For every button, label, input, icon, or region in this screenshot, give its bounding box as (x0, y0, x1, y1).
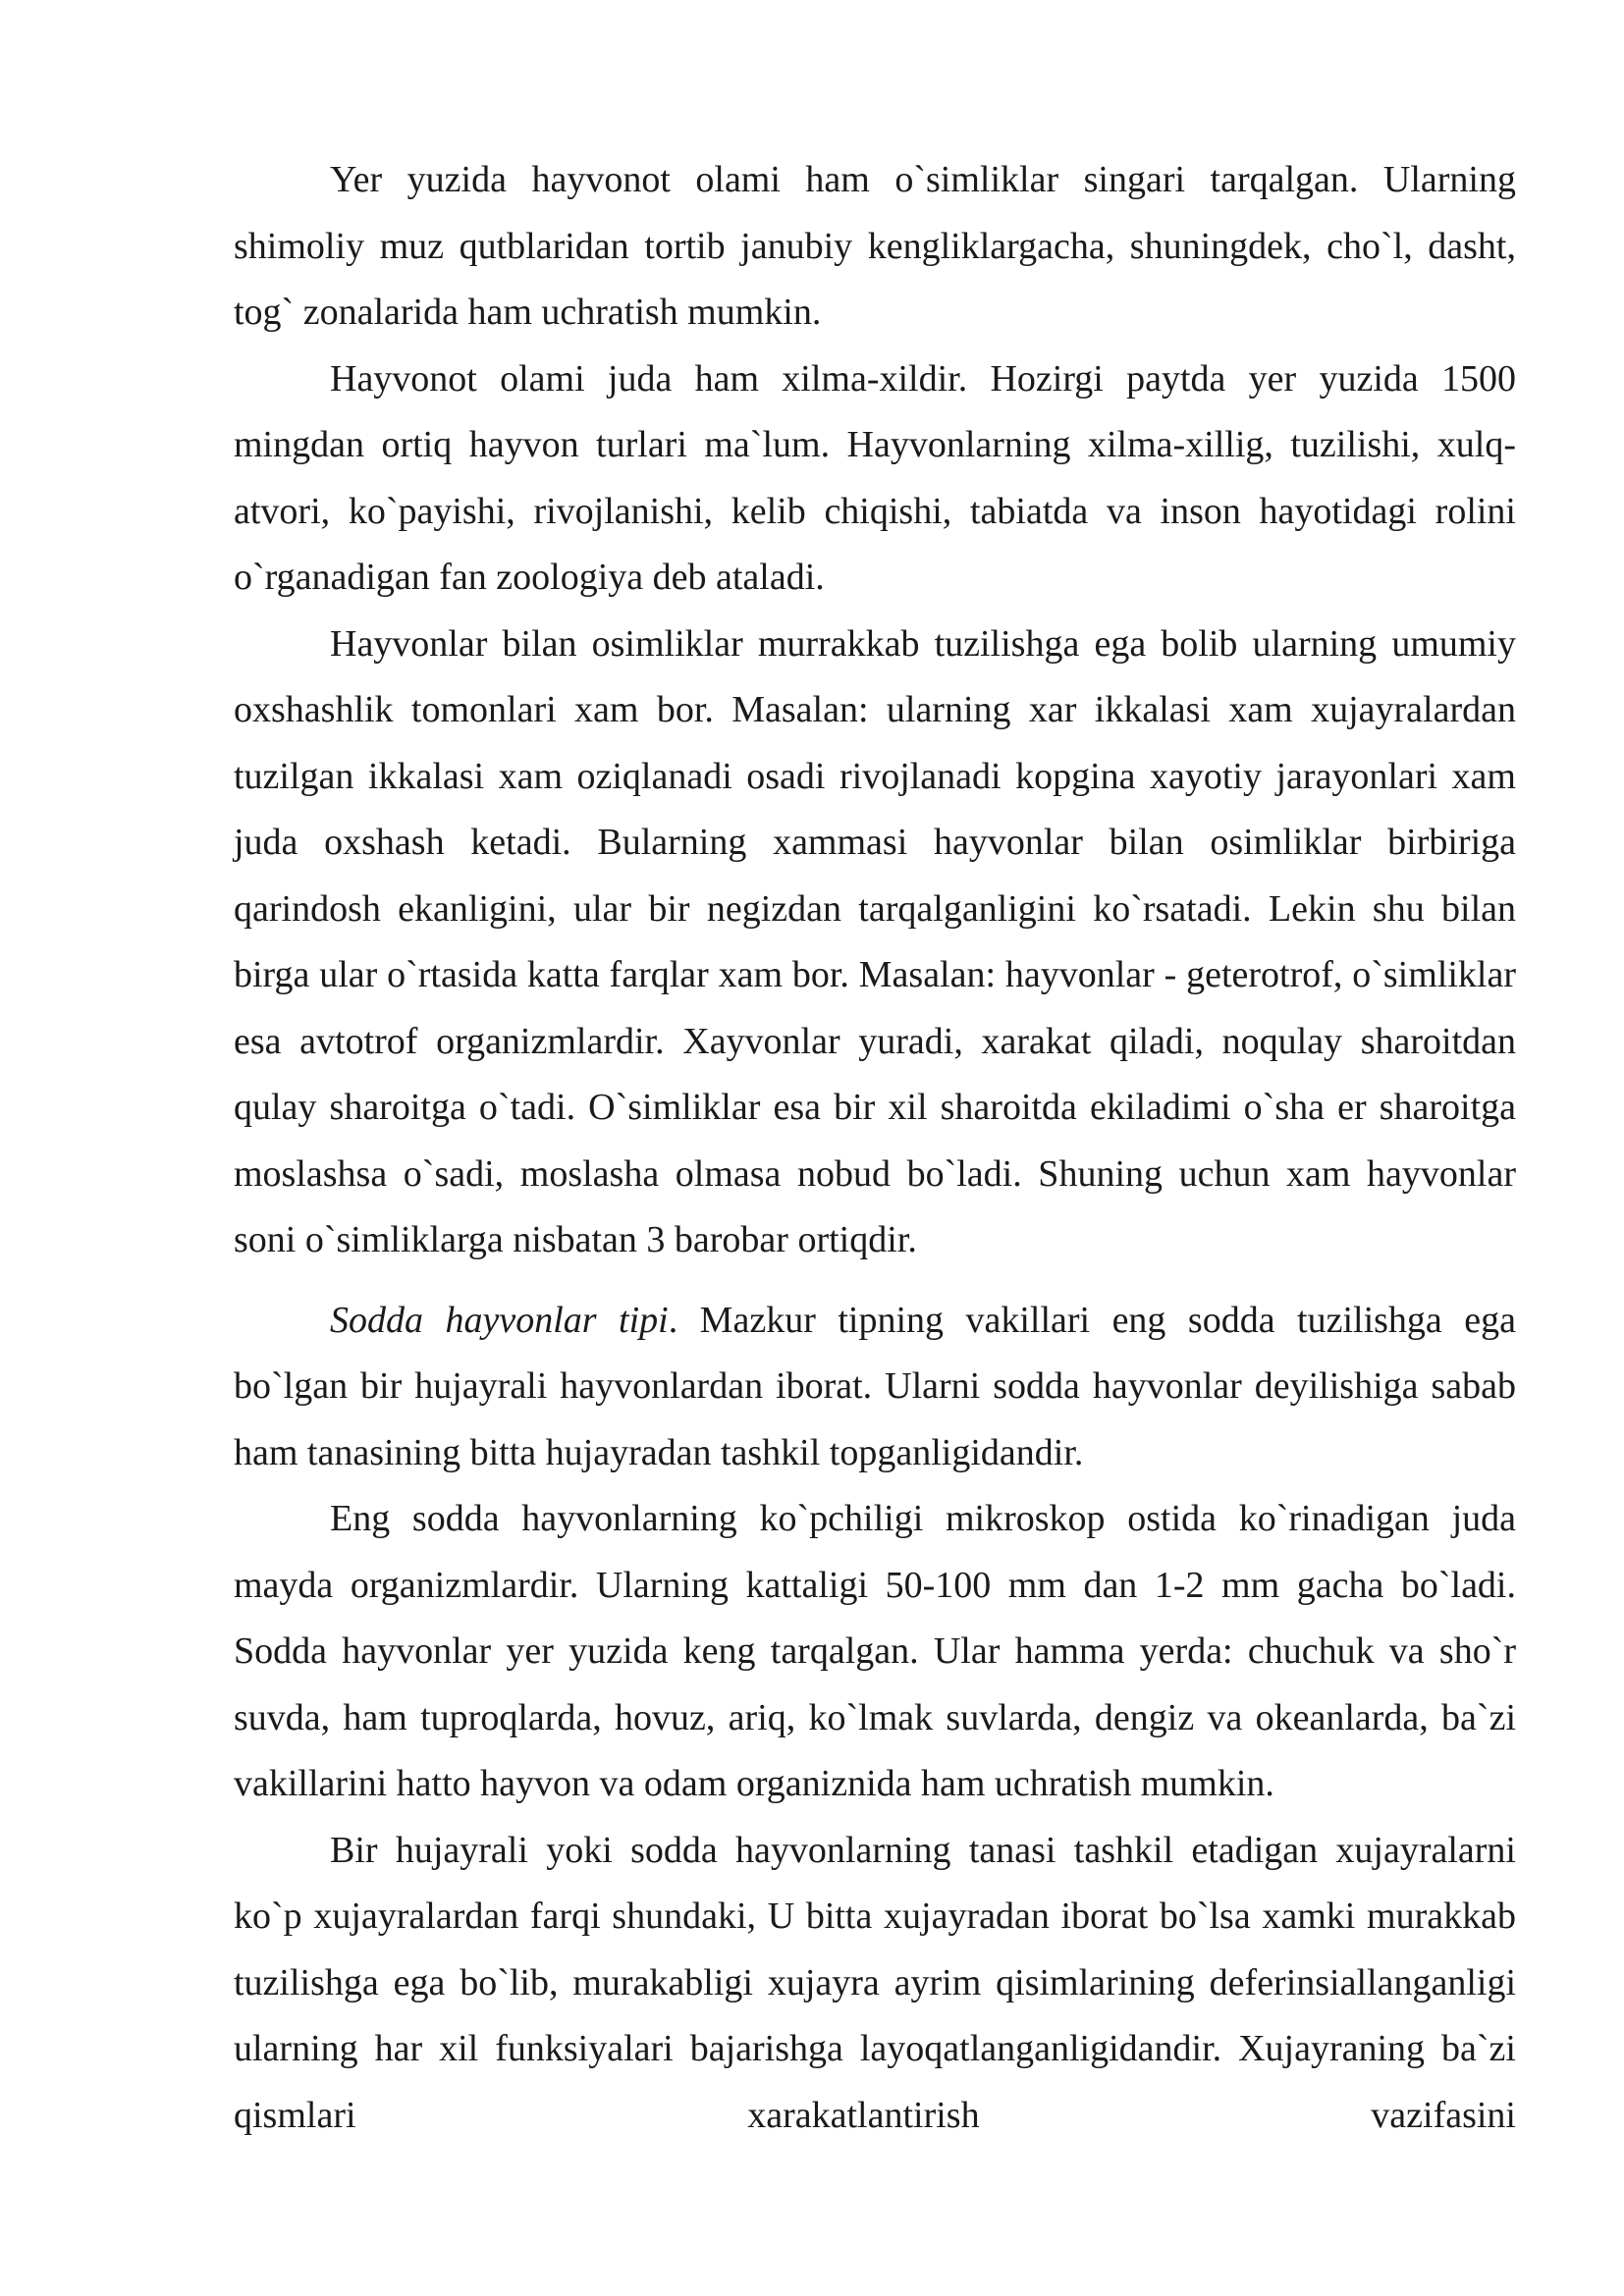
protozoa-type-text: . Mazkur tipning vakillari eng sodda tuzilishga ega bo`lgan bir hujayrali hayvonlardan iborat. Ularni sodda hayvonlar deyilishiga sabab ham tanasining bitta hujayradan tashkil topganligidandir. (234, 1299, 1516, 1473)
paragraph-unicellular: Bir hujayrali yoki sodda hayvonlarning tanasi tashkil etadigan xujayralarni ko`p xujayralardan farqi shundaki, U bitta xujayradan iborat bo`lsa xamki murakkab tuzilishga ega bo`lib, murakabligi xujayra ayrim qisimlarining deferinsiallanganligi ularning har xil funksiyalari bajarishga layoqatlanganligidandir. Xujayraning ba`zi qismlari xarakatlantirish vazifasini (234, 1829, 1516, 2136)
paragraph-protozoa-size: Eng sodda hayvonlarning ko`pchiligi mikroskop ostida ko`rinadigan juda mayda organizmlardir. Ularning kattaligi 50-100 mm dan 1-2 mm gacha bo`ladi. Sodda hayvonlar yer yuzida keng tarqalgan. Ular hamma yerda: chuchuk va sho`r suvda, ham tuproqlarda, hovuz, ariq, ko`lmak suvlarda, dengiz va okeanlarda, ba`zi vakillarini hatto hayvon va odam organiznida ham uchratish mumkin. (234, 1498, 1516, 1804)
paragraph-plants-animals: Hayvonlar bilan osimliklar murrakkab tuzilishga ega bolib ularning umumiy oxshashlik tomonlari xam bor. Masalan: ularning xar ikkalasi xam xujayralardan tuzilgan ikkalasi xam oziqlanadi osadi rivojlanadi kopgina xayotiy jarayonlari xam juda oxshash ketadi. Bularning xammasi hayvonlar bilan osimliklar birbiriga qarindosh ekanligini, ular bir negizdan tarqalganligini ko`rsatadi. Lekin shu bilan birga ular o`rtasida katta farqlar xam bor. Masalan: hayvonlar - geterotrof, o`simliklar esa avtotrof organizmlardir. Xayvonlar yuradi, xarakat qiladi, noqulay sharoitdan qulay sharoitga o`tadi. O`simliklar esa bir xil sharoitda ekiladimi o`sha er sharoitga moslashsa o`sadi, moslasha olmasa nobud bo`ladi. Shuning uchun xam hayvonlar soni o`simliklarga nisbatan 3 barobar ortiqdir. (234, 622, 1516, 1260)
paragraph-diversity: Hayvonot olami juda ham xilma-xildir. Hozirgi paytda yer yuzida 1500 mingdan ortiq hayvon turlari ma`lum. Hayvonlarning xilma-xillig, tuzilishi, xulq-atvori, ko`payishi, rivojlanishi, kelib chiqishi, tabiatda va inson hayotidagi rolini o`rganadigan fan zoologiya deb ataladi. (234, 357, 1516, 598)
paragraph-distribution: Yer yuzida hayvonot olami ham o`simliklar singari tarqalgan. Ularning shimoliy muz qutblaridan tortib janubiy kengliklargacha, shuningdek, cho`l, dasht, tog` zonalarida ham uchratish mumkin. (234, 159, 1516, 333)
paragraph-protozoa-type (234, 1288, 1516, 1487)
protozoa-type-term: Sodda hayvonlar tipi (330, 1299, 669, 1341)
document-page (234, 147, 1516, 2149)
